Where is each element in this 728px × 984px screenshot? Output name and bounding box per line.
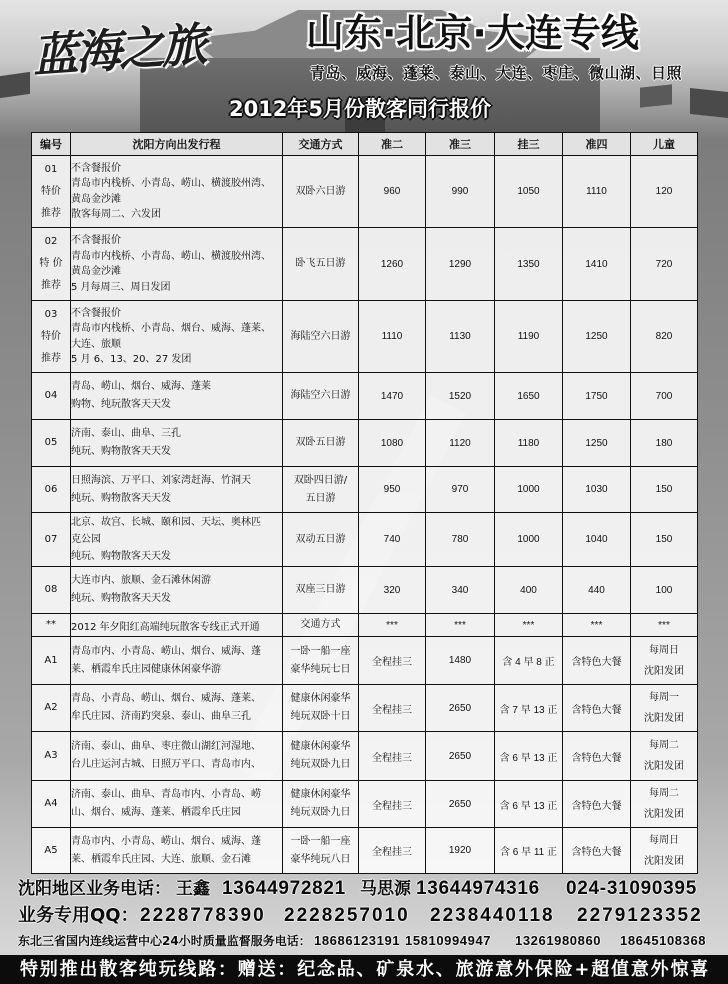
price-gua3: 400: [495, 567, 563, 614]
table-row: [32, 685, 698, 732]
table-row: [32, 567, 698, 614]
qq-number: 2279123352: [577, 905, 703, 926]
price-zhun2: 320: [359, 567, 426, 614]
itinerary-line: 纯玩、购物散客天天发: [71, 446, 171, 457]
itinerary-cell: [71, 567, 283, 614]
route-id-cell: [32, 301, 71, 373]
price-gua3: 1350: [495, 228, 563, 301]
travel-class: 全程挂三: [359, 732, 426, 781]
itinerary-cell: [71, 614, 283, 637]
price-child: 120: [631, 156, 698, 228]
hotline-number: 18686123191: [314, 933, 401, 948]
departure-city: 沈阳发团: [644, 855, 684, 867]
travel-class: 全程挂三: [359, 828, 426, 874]
itinerary-line: 购物、纯玩散客天天发: [71, 399, 171, 410]
destinations-subtitle: 青岛、威海、蓬莱、泰山、大连、枣庄、微山湖、日照: [310, 64, 683, 82]
itinerary-line: 散客每周二、六发团: [71, 209, 161, 220]
column-header-zhun3: 准三: [426, 133, 495, 156]
itinerary-cell: [71, 467, 283, 513]
phone-label: 沈阳地区业务电话：: [18, 879, 171, 899]
price-zhun2: 740: [359, 513, 426, 567]
itinerary-line: 济南、泰山、曲阜、青岛市内、小青岛、崂: [71, 789, 261, 800]
price-zhun2: 1110: [359, 301, 426, 373]
route-tag: 推荐: [41, 352, 61, 364]
landline-phone: 024-31090395: [566, 878, 697, 899]
qq-number: 2238440118: [430, 905, 555, 926]
transport-cell: [283, 513, 359, 567]
departure-day: 每周二: [649, 788, 679, 799]
route-number: 03: [44, 308, 58, 320]
special-meal: 含特色大餐: [563, 732, 631, 781]
transport-cell: [283, 373, 359, 420]
itinerary-line: 北京、故宫、长城、颐和园、天坛、奥林匹: [71, 517, 261, 528]
price-zhun2: 1080: [359, 420, 426, 467]
price-zhun2: 950: [359, 467, 426, 513]
transport-mode: 纯玩双卧十日: [290, 711, 351, 722]
route-id-cell: [32, 420, 71, 467]
contact-phone: 13644974316: [416, 878, 540, 899]
transport-mode: 双卧五日游: [295, 437, 346, 448]
table-row: [32, 467, 698, 513]
hotline-number: 13261980860: [515, 933, 602, 948]
route-number: A2: [44, 702, 58, 713]
transport-mode: 健康休闲豪华: [290, 693, 351, 704]
itinerary-cell: [71, 228, 283, 301]
column-header-zhun2: 准二: [359, 133, 426, 156]
departure-day: 每周一: [649, 692, 679, 703]
price-zhun4: 1250: [563, 301, 631, 373]
departure-city: 沈阳发团: [644, 809, 684, 820]
flag-shape: [640, 84, 672, 107]
itinerary-cell: [71, 373, 283, 420]
price-child: 100: [631, 567, 698, 614]
route-number: A1: [44, 654, 58, 666]
transport-cell: [283, 614, 359, 637]
price-zhun3: 780: [426, 513, 495, 567]
price-child: 150: [631, 513, 698, 567]
price-placeholder: ***: [426, 614, 495, 637]
route-number: 04: [44, 390, 58, 401]
departure-schedule: [631, 637, 698, 685]
route-number: A4: [44, 798, 58, 809]
price-zhun3: 990: [426, 156, 495, 228]
brand-logo: 蓝海之旅: [30, 17, 206, 83]
itinerary-line: 纯玩、购物散客天天发: [71, 551, 171, 562]
itinerary-line: 不含餐报价: [71, 307, 121, 319]
transport-mode: 双座三日游: [295, 584, 346, 595]
price-zhun3: 340: [426, 567, 495, 614]
itinerary-cell: [71, 781, 283, 828]
itinerary-line: 日照海滨、万平口、刘家湾赶海、竹洞天: [71, 474, 251, 486]
package-price: 1920: [426, 828, 495, 874]
itinerary-cell: [71, 732, 283, 781]
meals-included: 含 6 早 13 正: [495, 732, 563, 781]
itinerary-line: 纯玩、购物散客天天发: [71, 492, 171, 504]
route-id-cell: [32, 373, 71, 420]
table-header-row: [32, 133, 698, 156]
price-gua3: 1000: [495, 467, 563, 513]
transport-mode: 五日游: [305, 492, 336, 504]
route-tag: 特价: [41, 330, 61, 342]
route-id-cell: [32, 732, 71, 781]
special-meal: 含特色大餐: [563, 828, 631, 874]
travel-class: 全程挂三: [359, 685, 426, 732]
table-row: [32, 301, 698, 373]
itinerary-cell: [71, 513, 283, 567]
table-row: [32, 420, 698, 467]
route-number: 01: [44, 163, 58, 175]
price-child: 150: [631, 467, 698, 513]
itinerary-line: 济南、泰山、曲阜、三孔: [71, 428, 181, 439]
price-zhun2: 1260: [359, 228, 426, 301]
transport-cell: [283, 420, 359, 467]
departure-schedule: [631, 828, 698, 874]
price-zhun4: 1030: [563, 467, 631, 513]
qq-label: 业务专用QQ：: [18, 905, 139, 926]
package-price: 1480: [426, 637, 495, 685]
transport-mode: 健康休闲豪华: [290, 741, 351, 752]
price-child: 820: [631, 301, 698, 373]
transport-cell: [283, 732, 359, 781]
special-meal: 含特色大餐: [563, 781, 631, 828]
price-zhun4: 440: [563, 567, 631, 614]
qq-number: 2228257010: [284, 905, 410, 926]
price-table: [31, 132, 698, 874]
transport-mode: 海陆空六日游: [290, 390, 351, 401]
promo-band: [0, 955, 728, 984]
itinerary-line: 黄岛金沙滩: [71, 266, 121, 277]
price-zhun4: 1040: [563, 513, 631, 567]
transport-mode: 双动五日游: [295, 533, 346, 545]
itinerary-line: 5 月每周三、周日发团: [71, 281, 171, 293]
price-child: 180: [631, 420, 698, 467]
itinerary-line: 青岛市内、小青岛、崂山、烟台、威海、蓬: [71, 835, 261, 847]
table-row: [32, 156, 698, 228]
departure-schedule: [631, 685, 698, 732]
transport-mode: 纯玩双卧九日: [290, 807, 351, 818]
contact-name: 王鑫: [176, 879, 210, 899]
departure-city: 沈阳发团: [644, 665, 684, 677]
route-number: A3: [44, 750, 58, 761]
hotline-number: 18645108368: [620, 933, 707, 948]
itinerary-line: 青岛、崂山、烟台、威海、蓬莱: [71, 381, 211, 392]
table-row: [32, 373, 698, 420]
table-row: [32, 637, 698, 685]
route-number: 08: [44, 584, 58, 595]
departure-day: 每周二: [649, 740, 679, 751]
price-placeholder: ***: [359, 614, 426, 637]
itinerary-line: 台儿庄运河古城、日照万平口、青岛市内、: [71, 759, 261, 770]
table-row: [32, 228, 698, 301]
departure-schedule: [631, 781, 698, 828]
price-zhun3: 1290: [426, 228, 495, 301]
route-id-cell: [32, 567, 71, 614]
price-child: 720: [631, 228, 698, 301]
special-meal: 含特色大餐: [563, 637, 631, 685]
price-zhun3: 970: [426, 467, 495, 513]
price-zhun2: 1470: [359, 373, 426, 420]
route-id-cell: [32, 781, 71, 828]
route-number: 06: [44, 483, 58, 495]
route-number: **: [46, 619, 56, 630]
route-id-cell: [32, 637, 71, 685]
route-number: 02: [44, 236, 58, 247]
route-tag: 特价: [41, 185, 61, 197]
itinerary-line: 牟氏庄园、济南趵突泉、泰山、曲阜三孔: [71, 711, 251, 722]
itinerary-line: 济南、泰山、曲阜、枣庄微山湖红河湿地、: [71, 741, 261, 752]
itinerary-line: 青岛市内栈桥、小青岛、烟台、威海、蓬莱、: [71, 323, 271, 334]
route-tag: 特 价: [39, 258, 63, 269]
transport-mode: 双卧四日游/: [293, 474, 348, 486]
route-number: 07: [44, 533, 58, 545]
meals-included: 含 4 早 8 正: [495, 637, 563, 685]
transport-cell: [283, 156, 359, 228]
itinerary-line: 纯玩、购物散客天天发: [71, 593, 171, 604]
itinerary-line: 青岛市内栈桥、小青岛、崂山、横渡胶州湾、: [71, 250, 271, 262]
table-row: [32, 732, 698, 781]
package-price: 2650: [426, 732, 495, 781]
column-header-itinerary: 沈阳方向出发行程: [71, 133, 283, 156]
price-placeholder: ***: [563, 614, 631, 637]
itinerary-cell: [71, 156, 283, 228]
itinerary-line: 山、烟台、威海、蓬莱、栖霞牟氏庄园: [71, 807, 241, 818]
meals-included: 含 7 早 13 正: [495, 685, 563, 732]
flag-shape: [0, 72, 30, 98]
itinerary-cell: [71, 301, 283, 373]
price-gua3: 1650: [495, 373, 563, 420]
price-zhun2: 960: [359, 156, 426, 228]
price-zhun3: 1520: [426, 373, 495, 420]
itinerary-line: 黄岛金沙滩: [71, 193, 121, 205]
itinerary-cell: [71, 685, 283, 732]
itinerary-line: 5 月 6、13、20、27 发团: [71, 354, 192, 365]
column-header-number: 编号: [32, 133, 71, 156]
price-child: 700: [631, 373, 698, 420]
transport-mode: 卧飞五日游: [295, 258, 346, 269]
transport-mode: 一卧一船一座: [290, 835, 351, 847]
table-row: [32, 513, 698, 567]
route-number: A5: [44, 844, 58, 856]
departure-day: 每周日: [649, 644, 679, 656]
route-tag: 推荐: [41, 280, 61, 291]
meals-included: 含 6 早 11 正: [495, 828, 563, 874]
promo-text: 特别推出散客纯玩线路：赠送：纪念品、矿泉水、旅游意外保险+超值意外惊喜: [20, 959, 711, 980]
transport-mode: 豪华纯玩八日: [290, 853, 351, 865]
transport-mode: 一卧一船一座: [290, 645, 351, 657]
price-gua3: 1180: [495, 420, 563, 467]
meals-included: 含 6 早 13 正: [495, 781, 563, 828]
transport-cell: [283, 467, 359, 513]
itinerary-line: 青岛、小青岛、崂山、烟台、威海、蓬莱、: [71, 693, 261, 704]
route-id-cell: [32, 614, 71, 637]
transport-mode: 豪华纯玩七日: [290, 663, 351, 675]
price-zhun3: 1120: [426, 420, 495, 467]
table-row: [32, 781, 698, 828]
contact-phone: 13644972821: [222, 878, 346, 899]
price-list-banner: 2012年5月份散客同行报价: [228, 97, 492, 121]
transport-cell: [283, 637, 359, 685]
column-header-zhun4: 准四: [563, 133, 631, 156]
itinerary-line: 克公园: [71, 534, 101, 545]
itinerary-cell: [71, 828, 283, 874]
transport-cell: [283, 301, 359, 373]
itinerary-line: 青岛市内、小青岛、崂山、烟台、威海、蓬: [71, 645, 261, 657]
transport-mode: 纯玩双卧九日: [290, 759, 351, 770]
route-id-cell: [32, 467, 71, 513]
price-zhun4: 1110: [563, 156, 631, 228]
departure-schedule: [631, 732, 698, 781]
itinerary-line: 大连、旅顺: [71, 338, 121, 350]
column-header-transport: 交通方式: [283, 133, 359, 156]
itinerary-cell: [71, 420, 283, 467]
transport-cell: [283, 685, 359, 732]
price-placeholder: ***: [631, 614, 698, 637]
route-id-cell: [32, 156, 71, 228]
transport-mode: 双卧六日游: [295, 185, 346, 197]
departure-day: 每周日: [649, 834, 679, 846]
transport-cell: [283, 228, 359, 301]
flag-shape: [690, 88, 728, 118]
transport-mode: 海陆空六日游: [290, 330, 351, 342]
price-gua3: 1190: [495, 301, 563, 373]
qq-number: 2228778390: [140, 905, 266, 926]
route-id-cell: [32, 513, 71, 567]
price-zhun4: 1750: [563, 373, 631, 420]
price-gua3: 1050: [495, 156, 563, 228]
price-zhun4: 1250: [563, 420, 631, 467]
package-price: 2650: [426, 781, 495, 828]
itinerary-line: 不含餐报价: [71, 162, 121, 174]
transport-mode: 健康休闲豪华: [290, 789, 351, 800]
departure-city: 沈阳发团: [644, 713, 684, 724]
contact-name: 马思源: [360, 879, 411, 899]
price-gua3: 1000: [495, 513, 563, 567]
itinerary-line: 青岛市内栈桥、小青岛、崂山、横渡胶州湾、: [71, 178, 271, 189]
column-header-gua3: 挂三: [495, 133, 563, 156]
transport-cell: [283, 781, 359, 828]
section-announcement: 2012 年夕阳红高端纯玩散客专线正式开通: [71, 621, 260, 633]
route-id-cell: [32, 828, 71, 874]
price-zhun3: 1130: [426, 301, 495, 373]
route-number: 05: [44, 437, 58, 448]
route-id-cell: [32, 228, 71, 301]
price-zhun4: 1410: [563, 228, 631, 301]
itinerary-line: 莱、栖霞牟氏庄园健康休闲豪华游: [71, 663, 221, 675]
route-id-cell: [32, 685, 71, 732]
route-tag: 推荐: [41, 207, 61, 219]
price-placeholder: ***: [495, 614, 563, 637]
column-header-child: 儿童: [631, 133, 698, 156]
page-title: 山东·北京·大连专线: [306, 11, 639, 55]
transport-cell: [283, 828, 359, 874]
itinerary-line: 大连市内、旅顺、金石滩休闲游: [71, 575, 211, 586]
hotline-number: 15810994947: [405, 933, 492, 948]
package-price: 2650: [426, 685, 495, 732]
transport-cell: [283, 567, 359, 614]
transport-mode: 交通方式: [300, 619, 341, 630]
itinerary-line: 不含餐报价: [71, 235, 121, 246]
travel-class: 全程挂三: [359, 637, 426, 685]
departure-city: 沈阳发团: [644, 761, 684, 772]
itinerary-cell: [71, 637, 283, 685]
special-meal: 含特色大餐: [563, 685, 631, 732]
hotline-label: 东北三省国内连线运营中心24小时质量监督服务电话：: [18, 934, 311, 948]
travel-class: 全程挂三: [359, 781, 426, 828]
table-section-row: [32, 614, 698, 637]
table-row: [32, 828, 698, 874]
itinerary-line: 莱、栖霞牟氏庄园、大连、旅顺、金石滩: [71, 853, 251, 865]
